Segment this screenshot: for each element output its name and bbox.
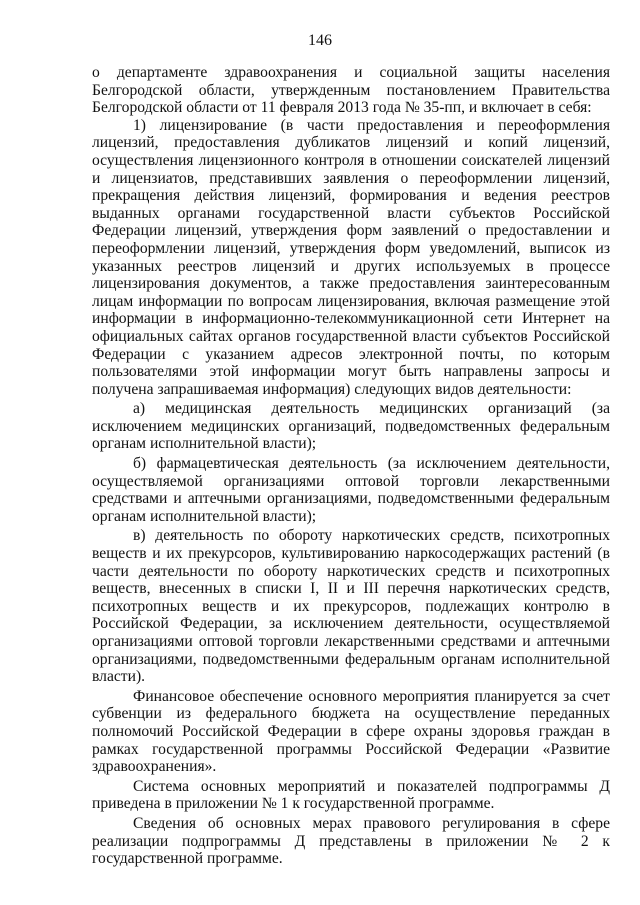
- paragraph-legal-measures: Сведения об основных мерах правового регулирования в сфере реализации подпрограммы Д представлены в приложении № 2 к государственной программе.: [92, 814, 610, 868]
- paragraph-system: Система основных мероприятий и показателей подпрограммы Д приведена в приложении № 1 к государственной программе.: [92, 777, 610, 813]
- paragraph-licensing: 1) лицензирование (в части предоставления и переоформления лицензий, предоставления дубликатов лицензий и копий лицензий, осуществления лицензионного контроля в отношении соискателей лицензий и лицензиатов, представивших заявления о переоформлении лицензий, прекращения действия лицензий, формирования и ведения реестров выданных органами государственной власти субъектов Российской Федерации лицензий, утверждения форм заявлений о предоставлении и переоформлении лицензий, утверждения форм уведомлений, выписок из указанных реестров лицензий и других используемых в процессе лицензирования документов, а также предоставления заинтересованным лицам информации по вопросам лицензирования, включая размещение этой информации в информационно-телекоммуникационной сети Интернет на официальных сайтах органов государственной власти субъектов Российской Федерации с указанием адресов электронной почты, по которым пользователями этой информации могут быть направлены запросы и получена запрашиваемая информация) следующих видов деятельности:: [92, 116, 610, 398]
- paragraph-item-b: б) фармацевтическая деятельность (за исключением деятельности, осуществляемой организациями оптовой торговли лекарственными средствами и аптечными организациями, подведомственными федеральным органам исполнительной власти);: [92, 455, 610, 525]
- document-body: [92, 64, 610, 868]
- page-number: 146: [308, 32, 332, 49]
- paragraph-financing: Финансовое обеспечение основного мероприятия планируется за счет субвенции из федерального бюджета на осуществление переданных полномочий Российской Федерации в сфере охраны здоровья граждан в рамках государственной программы Российской Федерации «Развитие здравоохранения».: [92, 687, 610, 776]
- paragraph-intro: о департаменте здравоохранения и социальной защиты населения Белгородской области, утвержденным постановлением Правительства Белгородской области от 11 февраля 2013 года № 35-пп, и включает в себя:: [92, 64, 610, 117]
- paragraph-item-v: в) деятельность по обороту наркотических средств, психотропных веществ и их прекурсоров, культивированию наркосодержащих растений (в части деятельности по обороту наркотических средств и психотропных веществ, внесенных в списки I, II и III перечня наркотических средств, психотропных веществ и их прекурсоров, подлежащих контролю в Российской Федерации, за исключением деятельности, осуществляемой организациями оптовой торговли лекарственными средствами и аптечными организациями, подведомственными федеральным органам исполнительной власти).: [92, 527, 610, 686]
- paragraph-item-a: а) медицинская деятельность медицинских организаций (за исключением медицинских организаций, подведомственных федеральным органам исполнительной власти);: [92, 400, 610, 453]
